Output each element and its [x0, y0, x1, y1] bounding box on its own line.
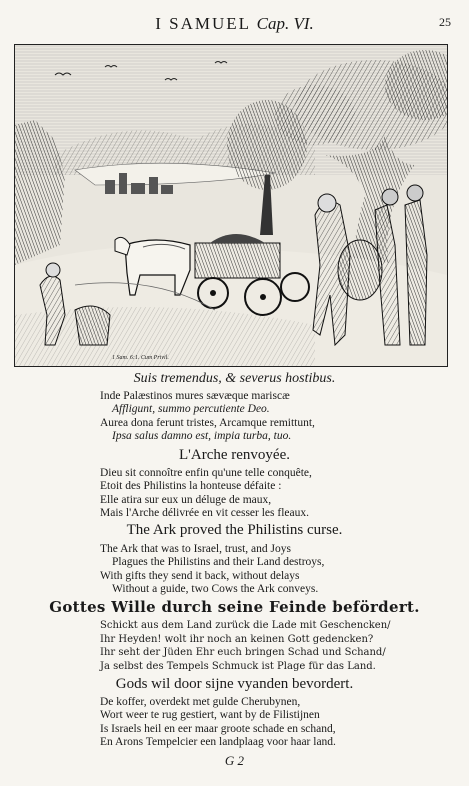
latin-motto: Suis tremendus, & severus hostibus.	[133, 371, 336, 386]
verse-line: Ihr Heyden! wolt ihr noch an keinen Gott gedencken?	[100, 633, 374, 645]
verse-line: Aurea dona ferunt tristes, Arcamque remittunt,	[100, 416, 315, 429]
verse-line: Etoit des Philistins la honteuse défaite :	[100, 480, 282, 493]
verse-line: The Ark that was to Israel, trust, and Joys	[100, 543, 291, 555]
verse-line: Mais l'Arche délivrée en vit cesser les fleaux.	[100, 506, 309, 519]
chapter-label: Cap. VI.	[256, 14, 314, 33]
verse-line: Affligunt, summo percutiente Deo.	[112, 403, 270, 416]
engraving-inscription: 1 Sam. 6:1. Cum Privil.	[112, 355, 169, 361]
verse-line: Ipsa salus damno est, impia turba, tuo.	[112, 429, 292, 442]
signature-mark: G 2	[224, 753, 245, 768]
verse-line: Is Israels heil en eer maar groote schade en schand,	[100, 722, 336, 735]
french-heading: L'Arche renvoyée.	[179, 447, 290, 463]
engraving-illustration	[14, 44, 448, 367]
verse-line: Elle atira sur eux un déluge de maux,	[100, 493, 272, 506]
latin-verse	[100, 390, 315, 443]
english-verse	[100, 543, 324, 596]
verse-line: Plagues the Philistins and their Land destroys,	[112, 556, 325, 569]
verse-line: Wort weer te rug gestiert, want by de Filistijnen	[100, 709, 320, 722]
middle-tree	[227, 100, 307, 235]
verse-line: Without a guide, two Cows the Ark conveys.	[112, 582, 319, 595]
french-verse	[100, 467, 312, 520]
dutch-heading: Gods wil door sijne vyanden bevordert.	[115, 676, 354, 692]
page-number: 25	[439, 15, 451, 29]
dutch-verse	[100, 696, 336, 749]
book-title: I SAMUEL	[155, 14, 251, 33]
verse-line: De koffer, overdekt met gulde Cherubynen,	[100, 696, 301, 708]
verse-line: Ihr seht der Jüden Ehr euch bringen Schad und Schand/	[100, 647, 386, 658]
verse-line: Schickt aus dem Land zurück die Lade mit Geschencken/	[100, 620, 391, 631]
german-heading: Gottes Wille durch seine Feinde befördert.	[49, 598, 420, 616]
engraving-scene	[15, 45, 447, 366]
verse-line: Dieu sit connoître enfin qu'une telle conquête,	[100, 467, 312, 479]
verse-line: Inde Palæstinos mures sævæque mariscæ	[100, 390, 290, 402]
running-title	[0, 14, 469, 34]
german-verse	[100, 619, 391, 673]
verse-line: En Arons Tempelcier een landplaag voor haar land.	[100, 735, 336, 748]
verse-line: With gifts they send it back, without delays	[100, 569, 300, 582]
english-heading: The Ark proved the Philistins curse.	[126, 522, 343, 538]
verse-line: Ja selbst des Tempels Schmuck ist Plage für das Land.	[100, 660, 376, 672]
running-head	[0, 14, 469, 38]
